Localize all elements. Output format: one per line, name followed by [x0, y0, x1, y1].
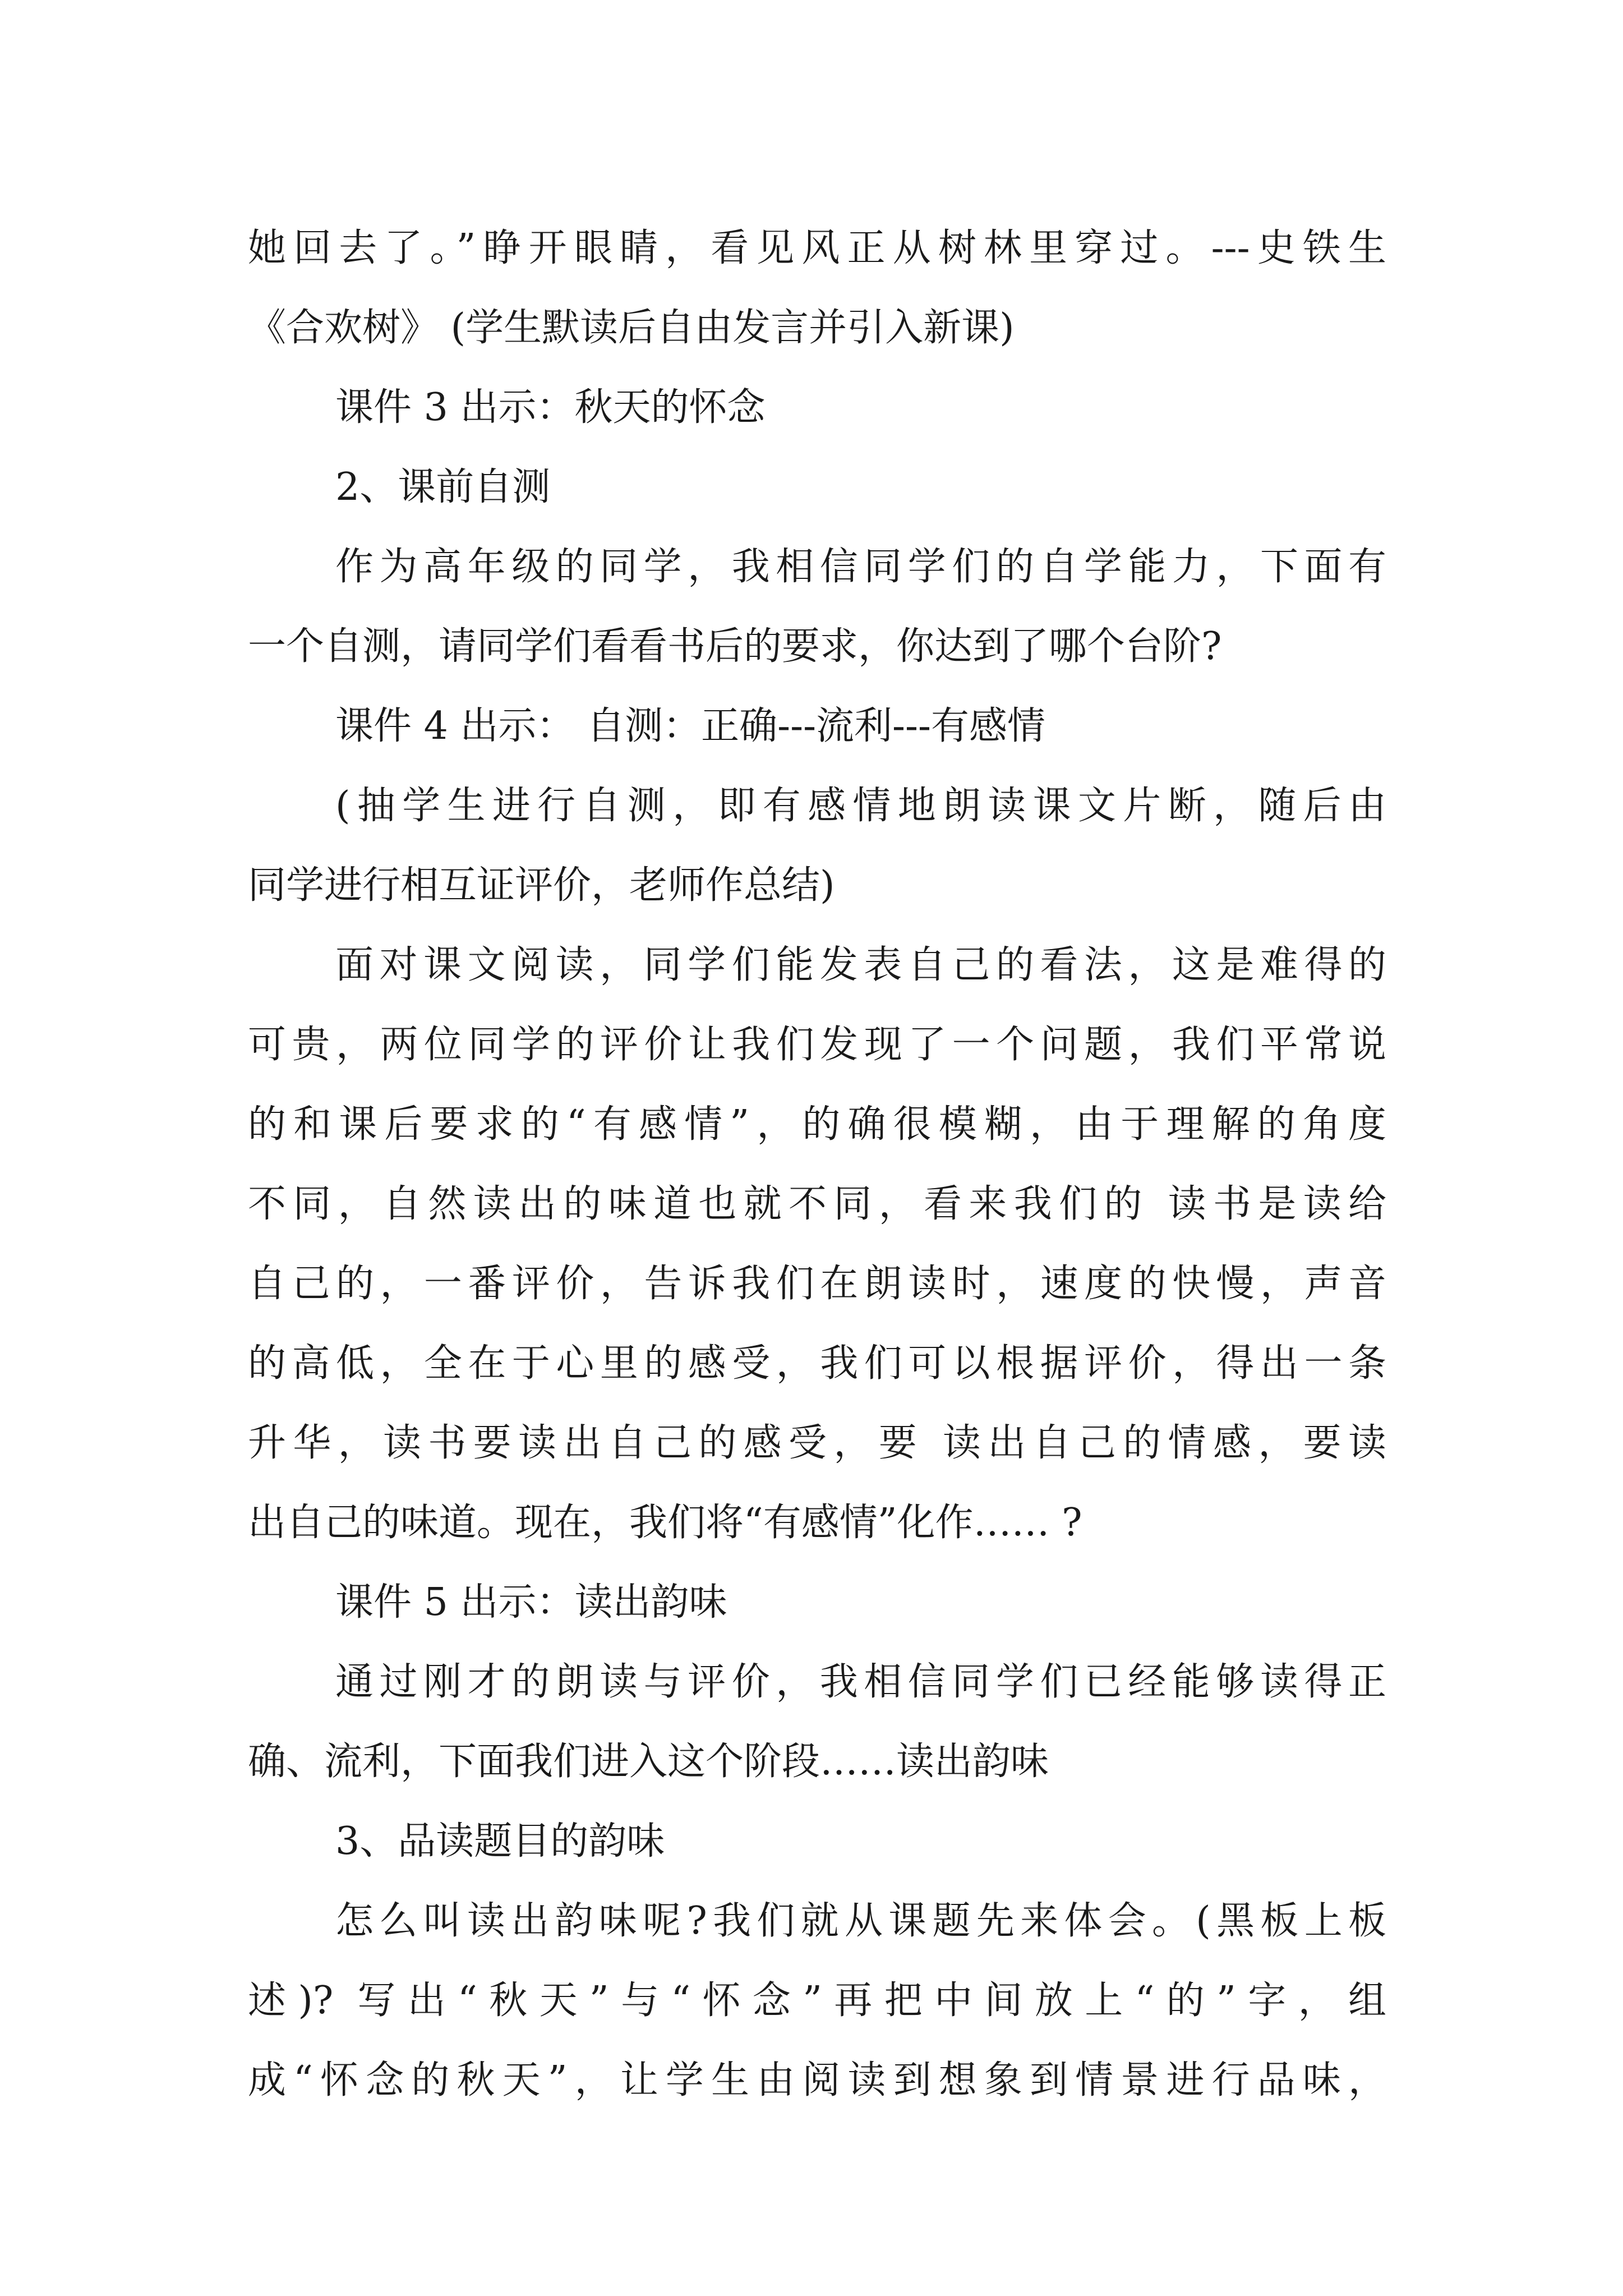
text-line: 2、课前自测: [335, 465, 551, 509]
paragraph-slide-4: [248, 687, 1386, 766]
section-heading-2: [248, 448, 1386, 527]
text-line: 成“怀念的秋天”，让学生由阅读到想象到情景进行品味，: [248, 2058, 1386, 2102]
text-line: 面对课文阅读，同学们能发表自己的看法，这是难得的: [335, 943, 1386, 987]
text-line: 怎么叫读出韵味呢?我们就从课题先来体会。(黑板上板: [335, 1899, 1386, 1943]
text-line: 3、品读题目的韵味: [335, 1819, 665, 1864]
text-line: 自己的，一番评价，告诉我们在朗读时，速度的快慢，声音: [248, 1262, 1386, 1306]
text-line: 的高低，全在于心里的感受，我们可以根据评价，得出一条: [248, 1341, 1386, 1386]
text-line: 述)? 写出“秋天”与“怀念”再把中间放上“的”字，组: [248, 1978, 1386, 2023]
text-line: 作为高年级的同学，我相信同学们的自学能力，下面有: [335, 545, 1386, 589]
text-line: 出自己的味道。现在，我们将“有感情”化作…… ?: [248, 1501, 1082, 1545]
paragraph-self-test-intro: [248, 527, 1386, 687]
section-heading-3: [248, 1802, 1386, 1881]
text-line: 通过刚才的朗读与评价，我相信同学们已经能够读得正: [335, 1660, 1386, 1704]
paragraph-slide-3: [248, 368, 1386, 448]
text-line: 课件 3 出示：秋天的怀念: [335, 385, 766, 430]
text-line: 同学进行相互证评价，老师作总结): [248, 863, 835, 908]
text-line: (抽学生进行自测，即有感情地朗读课文片断，随后由: [335, 784, 1386, 828]
paragraph-transition: [248, 1642, 1386, 1802]
text-line: 一个自测，请同学们看看书后的要求，你达到了哪个台阶?: [248, 624, 1222, 669]
text-line: 《合欢树》 (学生默读后自由发言并引入新课): [248, 306, 1015, 350]
paragraph-quote-continuation: [248, 209, 1386, 368]
text-line: 不同，自然读出的味道也就不同，看来我们的 读书是读给: [248, 1182, 1386, 1226]
text-line: 她回去了。”睁开眼睛，看见风正从树林里穿过。---史铁生: [248, 226, 1386, 270]
text-line: 确、流利，下面我们进入这个阶段……读出韵味: [248, 1740, 1049, 1784]
document-body: [248, 209, 1386, 2120]
text-line: 课件 5 出示：读出韵味: [335, 1580, 727, 1625]
text-line: 的和课后要求的“有感情”，的确很模糊，由于理解的角度: [248, 1102, 1386, 1147]
paragraph-slide-5: [248, 1563, 1386, 1642]
paragraph-title-savoring: [248, 1881, 1386, 2120]
paragraph-discussion: [248, 926, 1386, 1563]
text-line: 课件 4 出示： 自测：正确---流利---有感情: [335, 704, 1045, 748]
paragraph-self-test-note: [248, 766, 1386, 926]
text-line: 可贵，两位同学的评价让我们发现了一个问题，我们平常说: [248, 1023, 1386, 1067]
text-line: 升华，读书要读出自己的感受，要 读出自己的情感，要读: [248, 1421, 1386, 1465]
